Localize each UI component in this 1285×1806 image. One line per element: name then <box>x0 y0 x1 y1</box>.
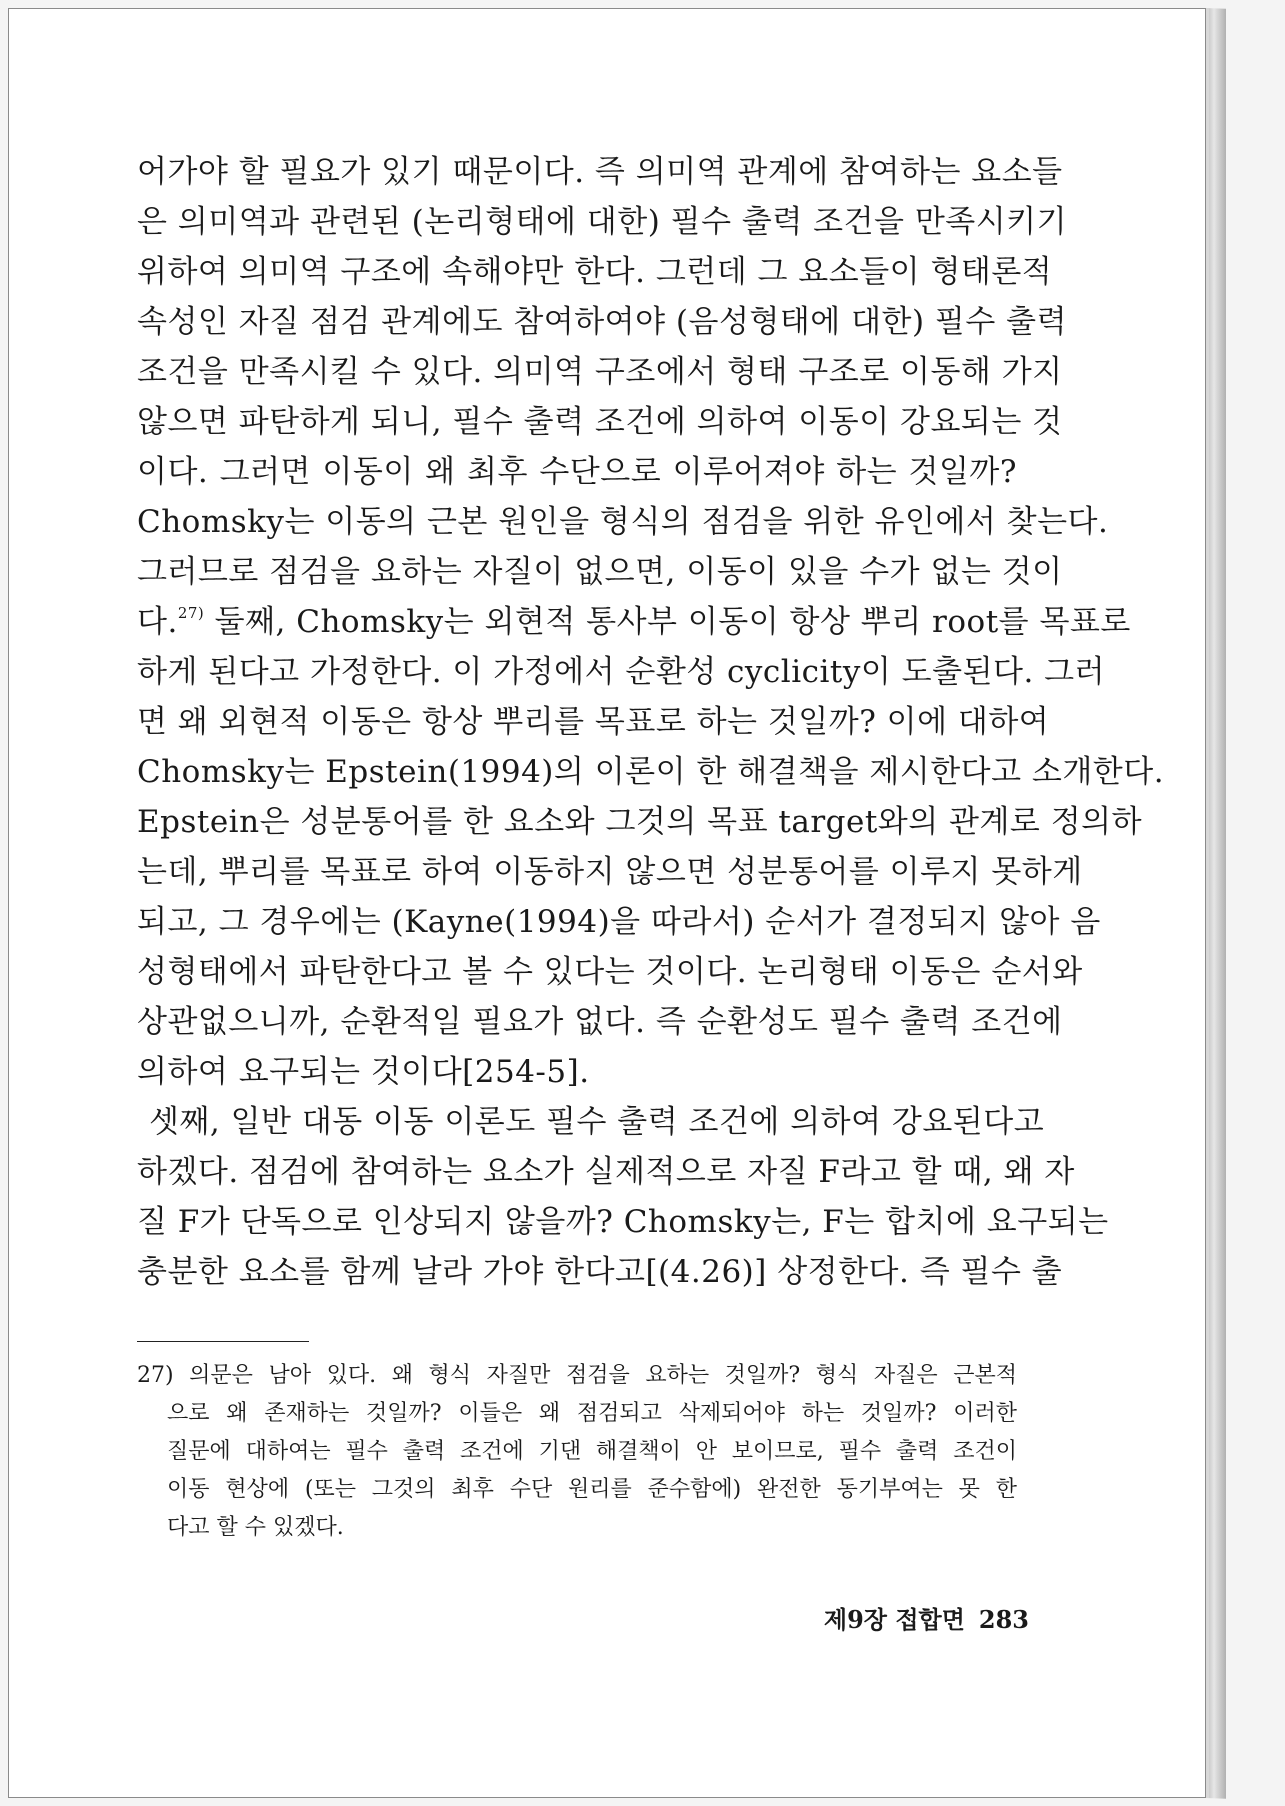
body-line: 않으면 파탄하게 되니, 필수 출력 조건에 의하여 이동이 강요되는 것 <box>137 404 1063 440</box>
body-line: 되고, 그 경우에는 (Kayne(1994)을 따라서) 순서가 결정되지 않아 음 <box>137 904 1101 940</box>
body-line: 성형태에서 파탄한다고 볼 수 있다는 것이다. 논리형태 이동은 순서와 <box>137 954 1083 990</box>
line-rest: 둘째, Chomsky는 외현적 통사부 이동이 항상 뿌리 root를 목표로 <box>214 604 1131 640</box>
body-line: 은 의미역과 관련된 (논리형태에 대한) 필수 출력 조건을 만족시키기 <box>137 204 1068 240</box>
footnote-line: 다고 할 수 있겠다. <box>167 1515 344 1540</box>
footnote-text: 의문은 남아 있다. 왜 형식 자질만 점검을 요하는 것일까? 형식 자질은 근본적 <box>189 1363 1017 1388</box>
footnote-divider <box>137 1341 309 1342</box>
body-line: Chomsky는 Epstein(1994)의 이론이 한 해결책을 제시한다고 소개한다. <box>137 754 1165 790</box>
body-line: 속성인 자질 점검 관계에도 참여하여야 (음성형태에 대한) 필수 출력 <box>137 304 1068 340</box>
body-line: 하겠다. 점검에 참여하는 요소가 실제적으로 자질 F라고 할 때, 왜 자 <box>137 1154 1075 1190</box>
body-line: 질 F가 단독으로 인상되지 않을까? Chomsky는, F는 합치에 요구되는 <box>137 1204 1109 1240</box>
body-line-with-footnote-ref <box>137 597 1131 647</box>
body-line: 이다. 그러면 이동이 왜 최후 수단으로 이루어져야 하는 것일까? <box>137 454 1017 490</box>
body-line: Chomsky는 이동의 근본 원인을 형식의 점검을 위한 유인에서 찾는다. <box>137 504 1109 540</box>
body-line: 셋째, 일반 대동 이동 이론도 필수 출력 조건에 의하여 강요된다고 <box>149 1104 1045 1140</box>
body-line: 위하여 의미역 구조에 속해야만 한다. 그런데 그 요소들이 형태론적 <box>137 254 1053 290</box>
body-line: 충분한 요소를 함께 날라 가야 한다고[(4.26)] 상정한다. 즉 필수 출 <box>137 1254 1063 1290</box>
footnote-reference[interactable]: 27) <box>177 604 205 622</box>
page-edge-shadow <box>1205 8 1226 1799</box>
page-number: 283 <box>978 1605 1029 1634</box>
line-prefix: 다. <box>137 604 178 640</box>
body-line: 면 왜 외현적 이동은 항상 뿌리를 목표로 하는 것일까? 이에 대하여 <box>137 704 1050 740</box>
footnote-number: 27) <box>137 1363 174 1388</box>
body-line: Epstein은 성분통어를 한 요소와 그것의 목표 target와의 관계로 정의하 <box>137 804 1143 840</box>
chapter-title: 제9장 접합면 <box>823 1605 965 1634</box>
running-footer <box>824 1600 1029 1635</box>
footnote-first-line <box>137 1357 1017 1395</box>
footnote-line: 이동 현상에 (또는 그것의 최후 수단 원리를 준수함에) 완전한 동기부여는 못 한 <box>167 1477 1017 1502</box>
body-line: 는데, 뿌리를 목표로 하여 이동하지 않으면 성분통어를 이루지 못하게 <box>137 854 1083 890</box>
body-line: 조건을 만족시킬 수 있다. 의미역 구조에서 형태 구조로 이동해 가지 <box>137 354 1063 390</box>
body-line: 하게 된다고 가정한다. 이 가정에서 순환성 cyclicity이 도출된다. 그러 <box>137 654 1106 690</box>
footnote-line: 질문에 대하여는 필수 출력 조건에 기댄 해결책이 안 보이므로, 필수 출력 조건이 <box>167 1439 1017 1464</box>
body-line: 그러므로 점검을 요하는 자질이 없으면, 이동이 있을 수가 없는 것이 <box>137 554 1063 590</box>
body-line: 어가야 할 필요가 있기 때문이다. 즉 의미역 관계에 참여하는 요소들 <box>137 154 1063 190</box>
body-line: 상관없으니까, 순환적일 필요가 없다. 즉 순환성도 필수 출력 조건에 <box>137 1004 1063 1040</box>
body-text <box>137 147 1165 1297</box>
body-line: 의하여 요구되는 것이다[254-5]. <box>137 1054 590 1090</box>
footnote-27 <box>137 1357 1017 1547</box>
footnote-line: 으로 왜 존재하는 것일까? 이들은 왜 점검되고 삭제되어야 하는 것일까? 이러한 <box>167 1401 1017 1426</box>
